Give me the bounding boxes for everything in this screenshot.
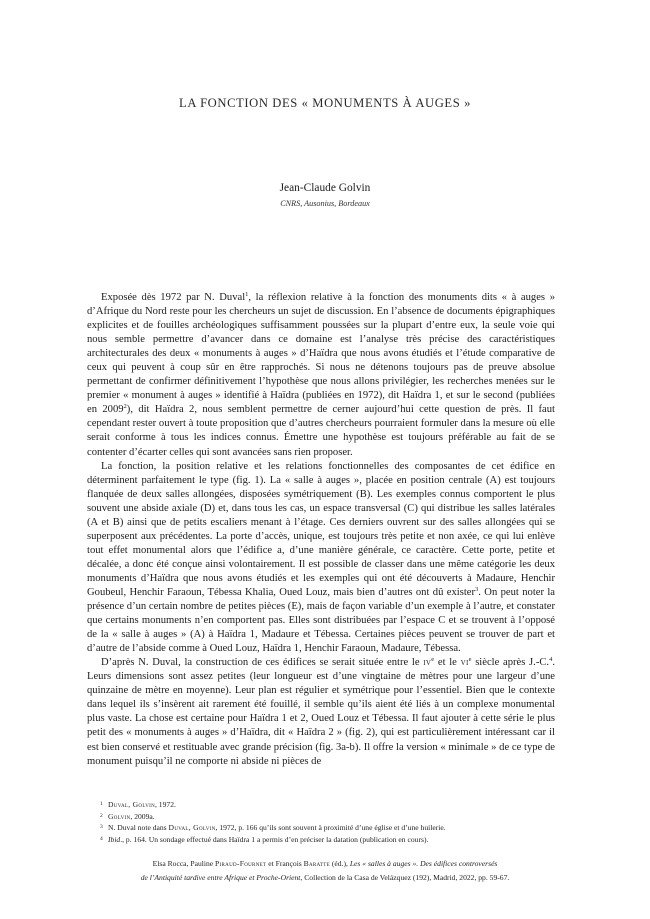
footnote-4: 4 Ibid., p. 164. Un sondage effectué dans Haïdra 1 a permis d’en préciser la datation (publication en cours). xyxy=(100,834,429,844)
footnotes xyxy=(100,799,555,845)
paragraph-1: Exposée dès 1972 par N. Duval$^1$, la réflexion relative à la fonction des monuments dits « à auges » d’Afrique du Nord reste pour les chercheurs un sujet de discussion. En l’absence de documents épigraphiques explicites et de fouilles archéologiques suffisamment poussées sur la plupart d’entre eux, la seule voie qui nous semble permettre d’avancer dans ce domaine est l’analyse très précise des caractéristiques architecturales des deux « monuments à auges » d’Haïdra que nous avons étudiés et l’étude comparative de ceux qui peuvent à coup sûr en être rapprochés. Si nous ne détenons toujours pas de preuve absolue permettant de confirmer définitivement l’hypothèse que nous allons privilégier, les recherches menées sur le premier « monument à auges » identifié à Haïdra (publiées en 1972), dit Haïdra 1, et sur le second (publiées en 2009$^2$), dit Haïdra 2, nous semblent permettre de cerner aujourd’hui cette question de près. Il faut cependant rester ouvert à toute proposition que d’autres chercheurs pourraient formuler dans la mesure où elle serait conforme à tous les indices connus. Émettre une hypothèse est toujours préférable au fait de se contenter d’écarter celles qui sont avancées sans rien proposer. xyxy=(87,291,555,458)
footnote-ref-1[interactable]: 1 xyxy=(245,291,249,298)
footnote-ref-3[interactable]: 3 xyxy=(475,585,479,593)
citation-line-2: de l’Antiquité tardive entre Afrique et Proche-Orient, Collection de la Casa de Velázquez (192), Madrid, 2022, pp. 59-67. xyxy=(140,873,510,882)
footnote-ref-4[interactable]: 4 xyxy=(549,656,553,664)
footnote-3: 3 N. Duval note dans Duval, Golvin, 1972, p. 166 qu’ils sont souvent à proximité d’une église et d’une huilerie. xyxy=(100,823,446,833)
footnote-1: 1 Duval, Golvin, 1972. xyxy=(100,800,176,809)
footnote-ref-2[interactable]: 2 xyxy=(123,403,127,411)
paragraph-3: D’après N. Duval, la construction de ces édifices se serait située entre le $iv^e$ et le $vi^e$ siècle après J.-C.$^4$. Leurs dimensions sont assez petites (leur longueur est d’une vingtaine de mètres pour une largeur d’une quinzaine de mètre en moyenne). Leur plan est régulier et symétrique pour l’essentiel. Bien que le contexte dans lequel ils s’insèrent ait rarement été fouillé, il semble qu’ils aient été liés à un complexe monumental plus vaste. La chose est certaine pour Haïdra 1 et 2, Oued Louz et Tébessa. Il faut ajouter à cette série le plus petit des « monuments à auges » d’Haïdra, dit « Haïdra 2 » (fig. 2), qui est particulièrement intéressant car il est bien conservé et restituable avec grande précision (fig. 3a-b). Il offre la version « minimale » de ce type de monument puisqu’il ne comporte ni abside ni pièces de xyxy=(87,656,555,767)
author-affiliation: CNRS, Ausonius, Bordeaux xyxy=(280,199,370,208)
article-title: LA FONCTION DES « MONUMENTS À AUGES » xyxy=(179,96,471,110)
footnote-2: 2 Golvin, 2009a. xyxy=(100,811,155,821)
citation-line-1: Elsa Rocca, Pauline Piraud-Fournet et François Baratte (éd.), Les « salles à auges ». Des édifices controversés xyxy=(152,859,498,868)
book-citation xyxy=(0,857,650,885)
paragraph-2: La fonction, la position relative et les relations fonctionnelles des composantes de cet édifice en déterminent parfaitement le type (fig. 1). La « salle à auges », placée en position centrale (A) est toujours flanquée de deux salles allongées, disposées symétriquement (B). Les exemples connus comportent le plus souvent une abside axiale (D) et, dans tous les cas, un espace transversal (C) qui distribue les salles latérales (A et B) ainsi que de petits escaliers menant à l’étage. Ces derniers ouvrent sur des salles allongées qui se superposent aux précédentes. La porte d’accès, unique, est toujours très petite et non axée, ce qui lui enlève tout effet monumental alors que l’édifice a, d’une manière générale, ce caractère. Cette porte, petite et décalée, a donc été conçue ainsi volontairement. Il est possible de classer dans une même catégorie les deux monuments d’Haïdra que nous avons étudiés et les exemples qui ont été découverts à Madaure, Henchir Goubeul, Henchir Faraoun, Tébessa Khalia, Oued Louz, mais bien d’autres ont dû exister$^3$. On peut noter la présence d’un certain nombre de petites pièces (E), mais de façon variable d’un exemple à l’autre, et constater que certains monuments n’en comportent pas. Elles sont distribuées par l’espace C et se trouvent à l’opposé de la « salle à auges » (A) à Haïdra 1, Madaure et Tébessa. Certaines pièces peuvent se trouver de part et d’autre de l’abside comme à Oued Louz, Haïdra 1, Henchir Faraoun, Madaure, Tébessa. xyxy=(87,460,556,655)
author-name: Jean-Claude Golvin xyxy=(279,182,371,194)
article-body xyxy=(87,291,555,769)
